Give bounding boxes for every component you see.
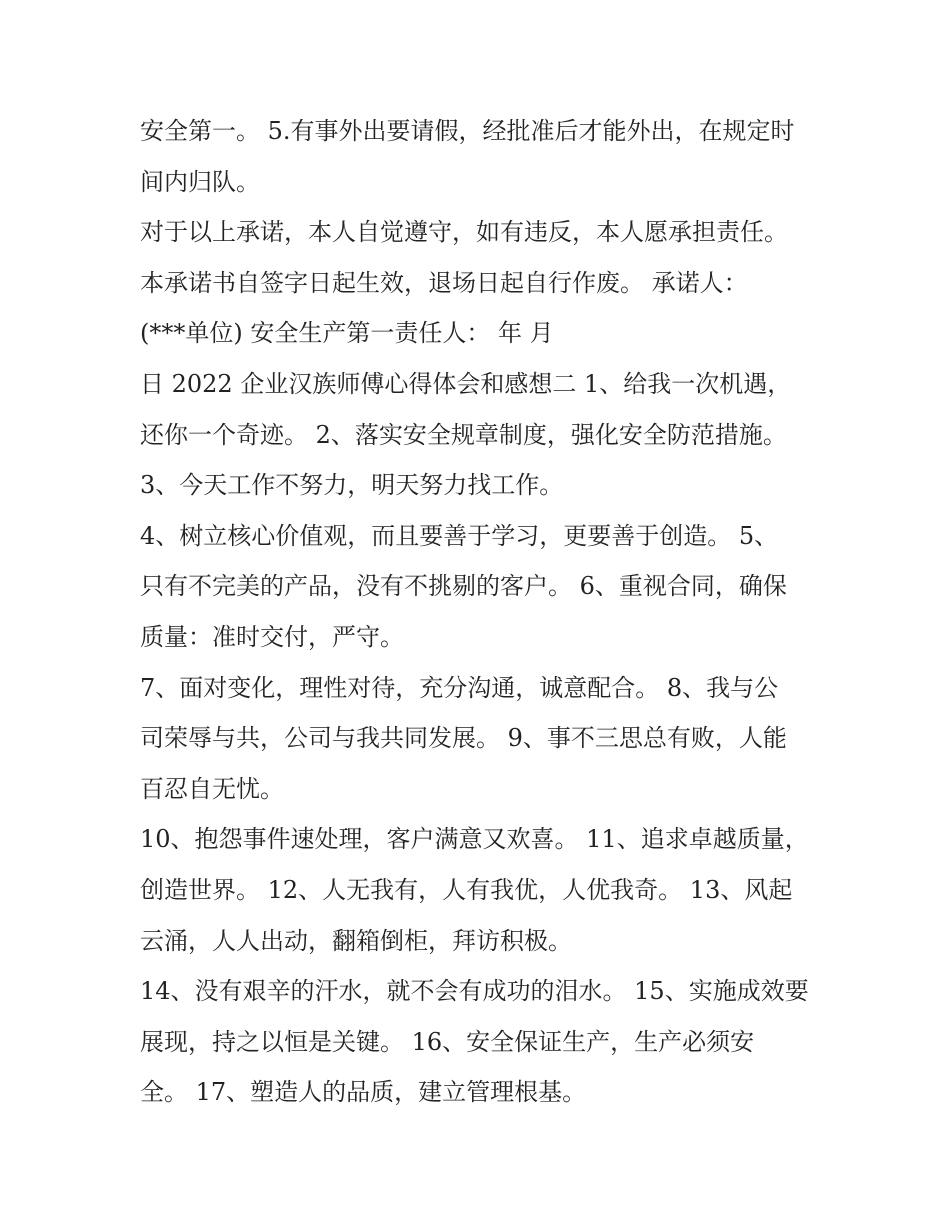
- text-line: 本承诺书自签字日起生效，退场日起自行作废。 承诺人：: [140, 268, 748, 297]
- text-line: 4、树立核心价值观，而且要善于学习，更要善于创造。 5、: [140, 521, 779, 550]
- text-line: 全。 17、塑造人的品质，建立管理根基。: [140, 1078, 587, 1107]
- text-line: 百忍自无忧。: [140, 774, 284, 803]
- text-line: 司荣辱与共，公司与我共同发展。 9、事不三思总有败，人能: [140, 724, 787, 753]
- document-body: [140, 106, 830, 1118]
- text-line: (***单位) 安全生产第一责任人： 年 月: [140, 319, 554, 348]
- text-line: 创造世界。 12、人无我有，人有我优，人优我奇。 13、风起: [140, 875, 793, 904]
- text-line: 质量：准时交付，严守。: [140, 622, 404, 651]
- text-line: 日 2022 企业汉族师傅心得体会和感想二 1、给我一次机遇，: [140, 369, 792, 398]
- text-line: 7、面对变化，理性对待，充分沟通，诚意配合。 8、我与公: [140, 673, 779, 702]
- text-line: 安全第一。 5.有事外出要请假，经批准后才能外出，在规定时: [140, 117, 795, 145]
- text-line: 展现，持之以恒是关键。 16、安全保证生产，生产必须安: [140, 1027, 755, 1056]
- text-line: 间内归队。: [140, 167, 260, 196]
- text-line: 10、抱怨事件速处理，客户满意又欢喜。 11、追求卓越质量，: [140, 825, 809, 854]
- text-line: 还你一个奇迹。 2、落实安全规章制度，强化安全防范措施。: [140, 420, 787, 449]
- text-line: 云涌，人人出动，翻箱倒柜，拜访积极。: [140, 926, 572, 955]
- text-line: 3、今天工作不努力，明天努力找工作。: [140, 471, 564, 500]
- text-line: 只有不完美的产品，没有不挑剔的客户。 6、重视合同，确保: [140, 572, 787, 601]
- text-line: 对于以上承诺，本人自觉遵守，如有违反，本人愿承担责任。: [140, 218, 788, 247]
- text-line: 14、没有艰辛的汗水，就不会有成功的泪水。 15、实施成效要: [140, 977, 809, 1006]
